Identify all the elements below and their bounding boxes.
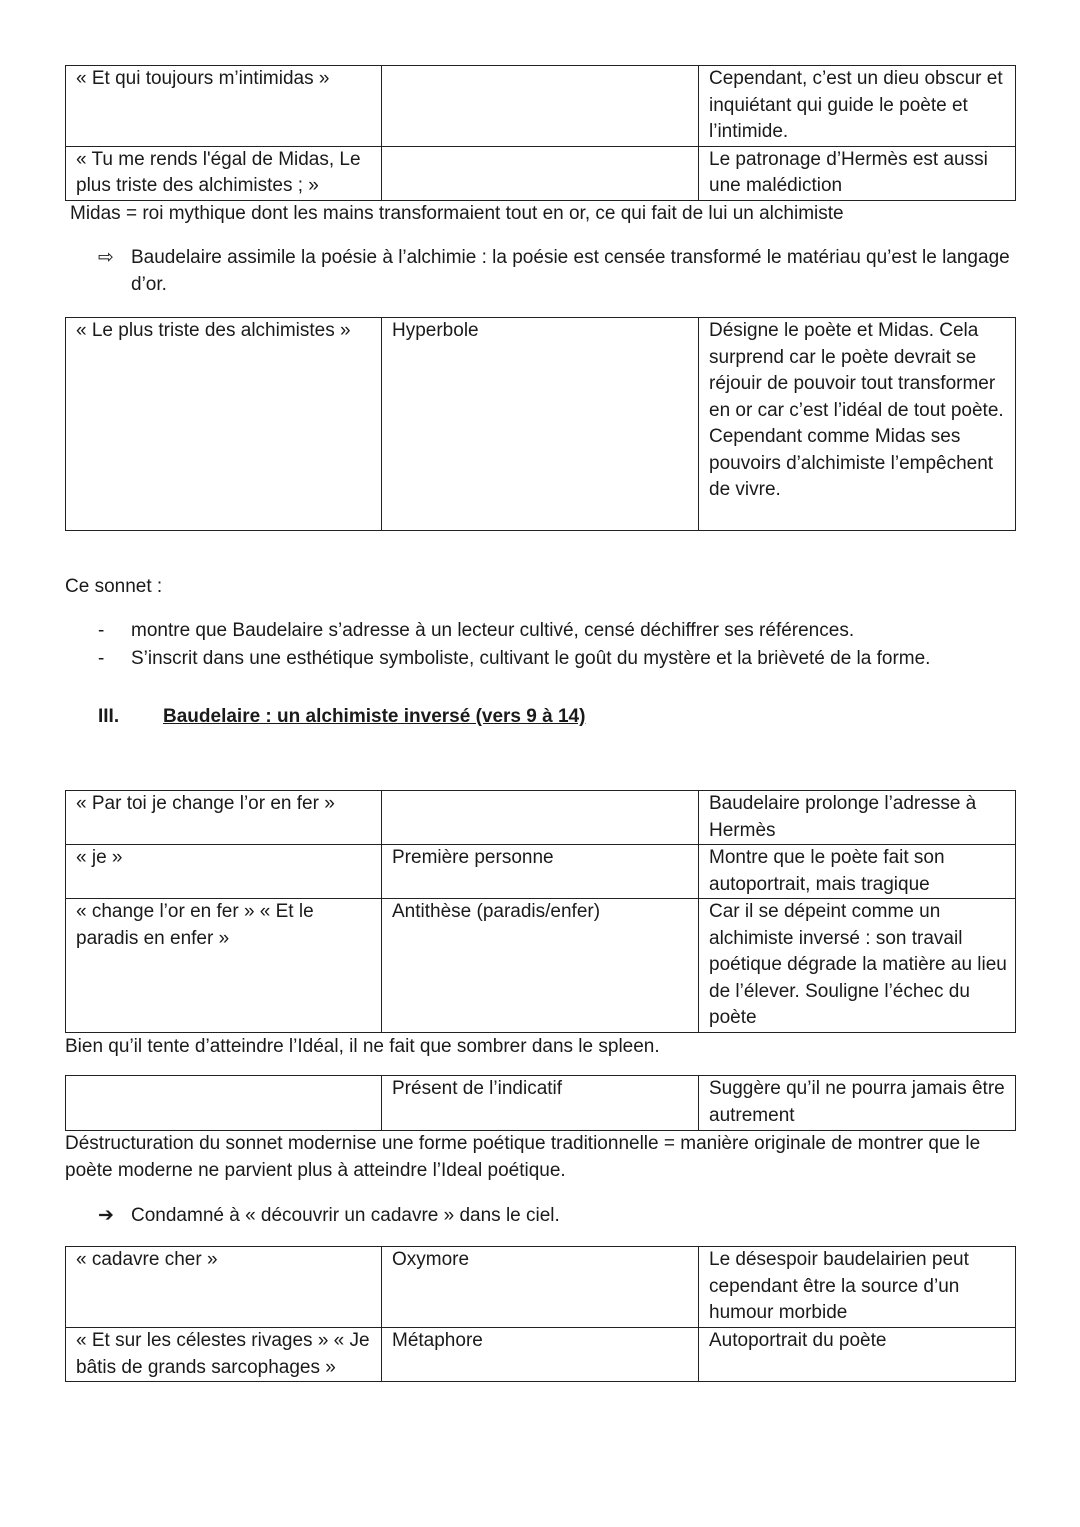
table-cell-quote: « cadavre cher » xyxy=(66,1247,382,1328)
sonnet-intro: Ce sonnet : xyxy=(65,576,163,597)
table-cell-quote: « Par toi je change l’or en fer » xyxy=(66,791,382,845)
table-present-indicatif xyxy=(65,1075,1016,1131)
table-row xyxy=(66,791,1016,845)
table-cell-interpretation: Car il se dépeint comme un alchimiste inversé : son travail poétique dégrade la matière au lieu de l’élever. Souligne l’échec du poète xyxy=(699,899,1016,1033)
table-cell-figure xyxy=(382,791,699,845)
table-cell-quote: « Et qui toujours m’intimidas » xyxy=(66,66,382,147)
table-cell-interpretation: Suggère qu’il ne pourra jamais être autrement xyxy=(699,1076,1016,1131)
bullet-dash: - xyxy=(98,620,105,641)
spleen-note: Bien qu’il tente d’atteindre l’Idéal, il ne fait que sombrer dans le spleen. xyxy=(65,1036,660,1057)
bullet-dash: - xyxy=(98,648,105,669)
table-hyperbole xyxy=(65,317,1016,531)
table-cell-figure: Hyperbole xyxy=(382,318,699,531)
table-cell-quote: « Le plus triste des alchimistes » xyxy=(66,318,382,531)
table-cell-figure: Antithèse (paradis/enfer) xyxy=(382,899,699,1033)
table-cell-interpretation: Montre que le poète fait son autoportrait, mais tragique xyxy=(699,845,1016,899)
arrow-outline-icon: ⇨ xyxy=(98,247,114,268)
table-cadavre xyxy=(65,1246,1016,1382)
table-cell-interpretation: Le patronage d’Hermès est aussi une malédiction xyxy=(699,146,1016,200)
table-cell-interpretation: Autoportrait du poète xyxy=(699,1328,1016,1382)
sonnet-point: S’inscrit dans une esthétique symboliste, cultivant le goût du mystère et la brièveté de la forme. xyxy=(131,648,931,669)
table-cell-quote: « Tu me rends l'égal de Midas, Le plus triste des alchimistes ; » xyxy=(66,146,382,200)
table-row xyxy=(66,1076,1016,1131)
table-cell-quote: « change l’or en fer » « Et le paradis en enfer » xyxy=(66,899,382,1033)
table-row xyxy=(66,146,1016,200)
table-cell-figure xyxy=(382,66,699,147)
section-title: Baudelaire : un alchimiste inversé (vers 9 à 14) xyxy=(163,706,586,727)
alchemy-conclusion: Baudelaire assimile la poésie à l’alchimie : la poésie est censée transformé le matériau qu’est le langage d’or. xyxy=(131,247,1010,295)
table-cell-interpretation: Désigne le poète et Midas. Cela surprend car le poète devrait se réjouir de pouvoir tout transformer en or car c’est l’idéal de tout poète. Cependant comme Midas ses pouvoirs d’alchimiste l’empêchent de vivre. xyxy=(699,318,1016,531)
table-cell-figure: Première personne xyxy=(382,845,699,899)
table-cell-quote: « je » xyxy=(66,845,382,899)
table-cell-interpretation: Le désespoir baudelairien peut cependant être la source d’un humour morbide xyxy=(699,1247,1016,1328)
table-cell-interpretation: Baudelaire prolonge l’adresse à Hermès xyxy=(699,791,1016,845)
table-cell-figure: Métaphore xyxy=(382,1328,699,1382)
table-cell-quote xyxy=(66,1076,382,1131)
table-cell-quote: « Et sur les célestes rivages » « Je bâtis de grands sarcophages » xyxy=(66,1328,382,1382)
table-row xyxy=(66,845,1016,899)
cadavre-conclusion: Condamné à « découvrir un cadavre » dans le ciel. xyxy=(131,1205,560,1226)
table-cell-figure: Oxymore xyxy=(382,1247,699,1328)
table-row xyxy=(66,899,1016,1033)
table-cell-figure xyxy=(382,146,699,200)
section-number: III. xyxy=(98,706,120,727)
table-row xyxy=(66,1247,1016,1328)
destructuration-note: Déstructuration du sonnet modernise une forme poétique traditionnelle = manière originale de montrer que le poète moderne ne parvient plus à atteindre l’Ideal poétique. xyxy=(65,1133,981,1181)
table-row xyxy=(66,1328,1016,1382)
table-figures-hermes xyxy=(65,65,1016,201)
sonnet-point: montre que Baudelaire s’adresse à un lecteur cultivé, censé déchiffrer ses références. xyxy=(131,620,855,641)
table-row xyxy=(66,66,1016,147)
table-cell-figure: Présent de l’indicatif xyxy=(382,1076,699,1131)
table-cell-interpretation: Cependant, c’est un dieu obscur et inquiétant qui guide le poète et l’intimide. xyxy=(699,66,1016,147)
table-row xyxy=(66,318,1016,531)
table-alchimiste-inverse xyxy=(65,790,1016,1033)
midas-note: Midas = roi mythique dont les mains transformaient tout en or, ce qui fait de lui un alchimiste xyxy=(70,203,844,224)
arrow-right-icon: ➔ xyxy=(98,1205,114,1226)
